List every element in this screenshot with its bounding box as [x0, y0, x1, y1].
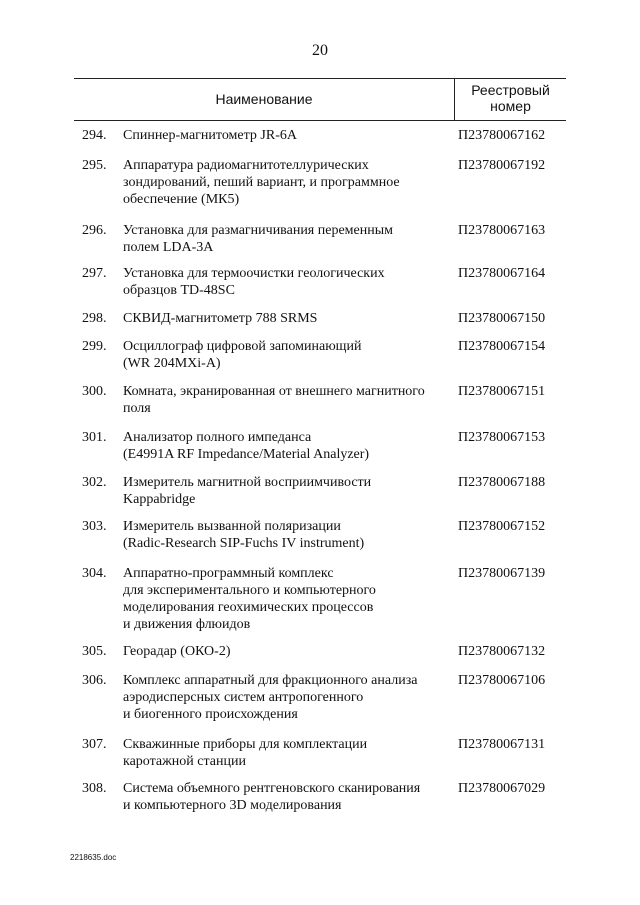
row-name: Комплекс аппаратный для фракционного анализа аэродисперсных систем антропогенного и биогенного происхождения: [123, 673, 418, 722]
row-number: 294.: [82, 128, 107, 143]
row-registry-number: П23780067150: [458, 311, 546, 326]
row-name: Система объемного рентгеновского сканирования и компьютерного 3D моделирования: [123, 781, 421, 813]
row-number: 306.: [82, 673, 107, 688]
row-number: 307.: [82, 737, 107, 752]
row-number: 296.: [82, 223, 107, 238]
row-number: 297.: [82, 266, 107, 281]
row-name: СКВИД-магнитометр 788 SRMS: [123, 311, 318, 326]
row-registry-number: П23780067106: [458, 673, 546, 688]
row-registry-number: П23780067192: [458, 158, 546, 173]
header-registry-line2: номер: [490, 98, 531, 114]
row-registry-number: П23780067132: [458, 644, 546, 659]
row-registry-number: П23780067164: [458, 266, 546, 281]
row-name: Аппаратно-программный комплекс для экспериментального и компьютерного моделирования геохимических процессов и движения флюидов: [123, 566, 376, 632]
header-name: Наименование: [215, 91, 313, 107]
row-number: 308.: [82, 781, 107, 796]
row-registry-number: П23780067154: [458, 339, 546, 354]
row-registry-number: П23780067139: [458, 566, 546, 581]
row-name: Спиннер-магнитометр JR-6A: [123, 128, 297, 143]
row-number: 298.: [82, 311, 107, 326]
row-name: Осциллограф цифровой запоминающий (WR 204MXi-A): [123, 339, 362, 371]
row-registry-number: П23780067188: [458, 475, 546, 490]
row-name: Георадар (ОКО-2): [123, 644, 231, 659]
header-registry-line1: Реестровый: [471, 82, 550, 98]
document-filename: 2218635.doc: [70, 853, 117, 862]
row-name: Скважинные приборы для комплектации каротажной станции: [123, 737, 368, 769]
row-registry-number: П23780067029: [458, 781, 546, 796]
row-registry-number: П23780067152: [458, 519, 546, 534]
row-number: 303.: [82, 519, 107, 534]
row-number: 305.: [82, 644, 107, 659]
row-number: 300.: [82, 384, 107, 399]
row-name: Установка для размагничивания переменным полем LDA-3A: [123, 223, 393, 255]
row-registry-number: П23780067131: [458, 737, 546, 752]
row-registry-number: П23780067163: [458, 223, 546, 238]
row-name: Комната, экранированная от внешнего магнитного поля: [123, 384, 425, 416]
row-number: 302.: [82, 475, 107, 490]
row-name: Анализатор полного импеданса (E4991A RF Impedance/Material Analyzer): [123, 430, 370, 462]
row-number: 301.: [82, 430, 107, 445]
page-number: 20: [312, 42, 328, 59]
row-name: Аппаратура радиомагнитотеллурических зондирований, пеший вариант, и программное обеспечение (МК5): [123, 158, 400, 207]
row-name: Установка для термоочистки геологических образцов TD-48SC: [123, 266, 385, 298]
row-name: Измеритель вызванной поляризации (Radic-Research SIP-Fuchs IV instrument): [123, 519, 365, 551]
row-registry-number: П23780067151: [458, 384, 546, 399]
row-registry-number: П23780067153: [458, 430, 546, 445]
row-registry-number: П23780067162: [458, 128, 546, 143]
row-number: 295.: [82, 158, 107, 173]
row-number: 299.: [82, 339, 107, 354]
row-name: Измеритель магнитной восприимчивости Kappabridge: [123, 475, 372, 507]
row-number: 304.: [82, 566, 107, 581]
